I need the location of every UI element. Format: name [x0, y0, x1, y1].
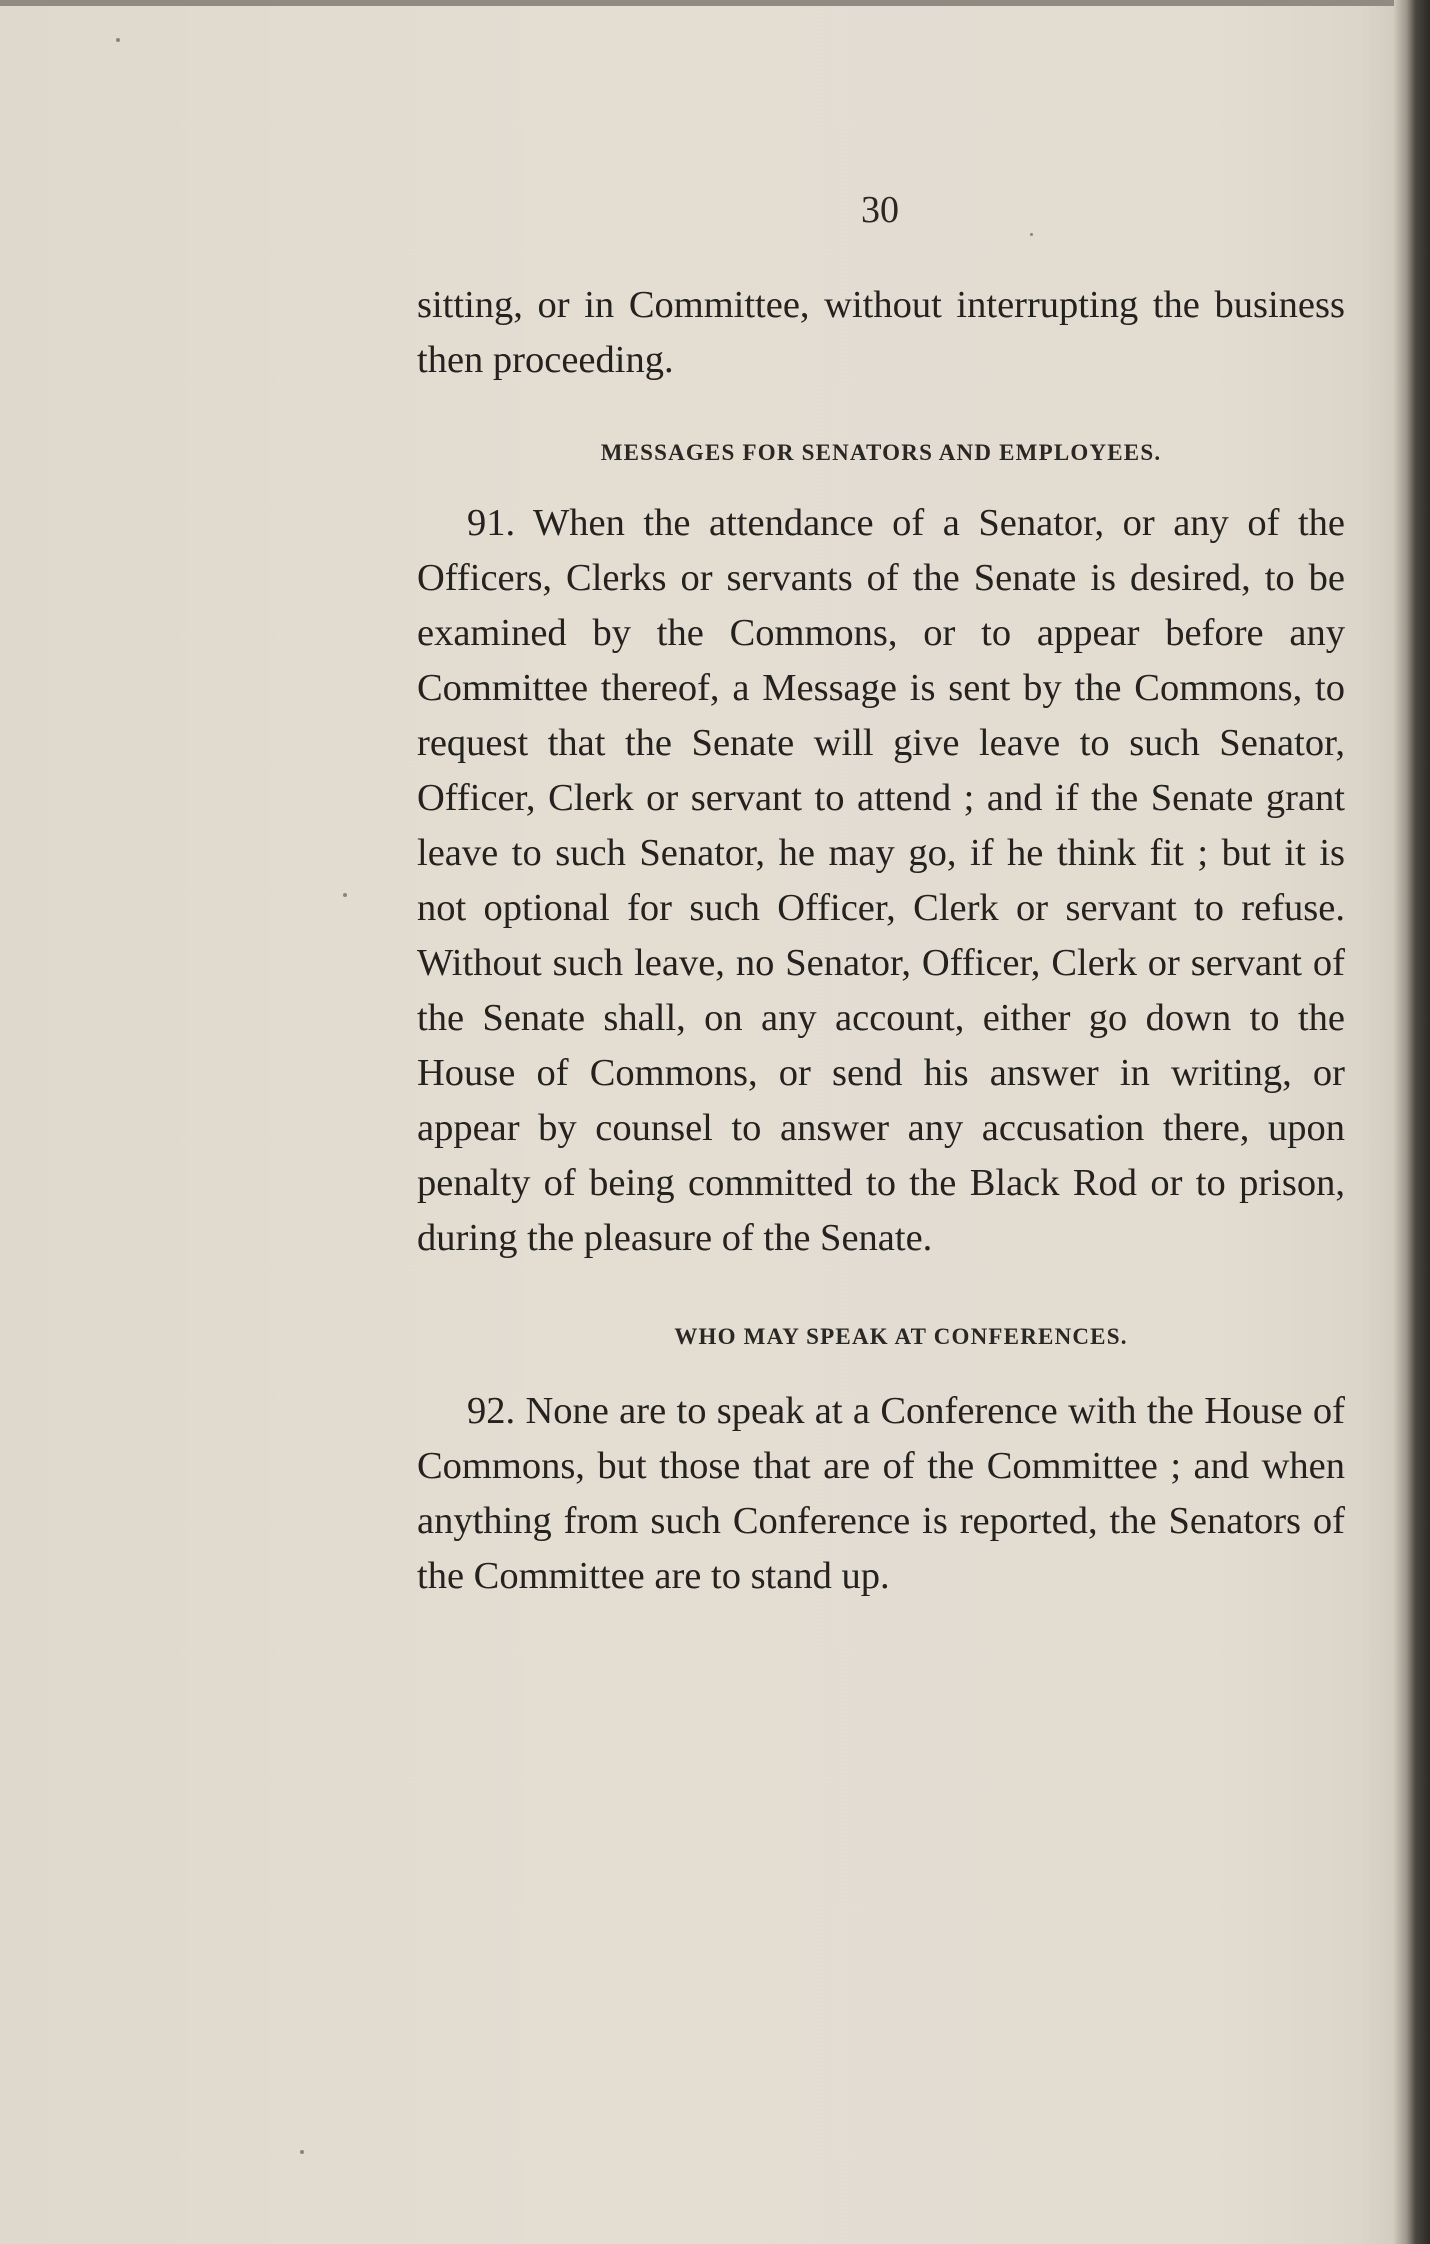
- page-number: 30: [861, 189, 899, 231]
- paragraph-91: 91. When the attendance of a Senator, or any of the Officers, Clerks or servants of the Senate is desired, to be examined by the Commons, or to appear before any Committee thereof, a Message is sent by the Commons, to request that the Senate will give leave to such Senator, Officer, Clerk or servant to attend ; and if the Senate grant leave to such Senator, he may go, if he think fit ; but it is not optional for such Officer, Clerk or servant to refuse. Without such leave, no Senator, Officer, Clerk or servant of the Senate shall, on any account, either go down to the House of Commons, or send his answer in writing, or appear by counsel to answer any accusation there, upon penalty of being committed to the Black Rod or to prison, during the pleasure of the Senate.: [417, 502, 1345, 1259]
- paper-speck: [343, 893, 347, 897]
- page-top-edge: [0, 0, 1430, 6]
- paper-speck: [1030, 233, 1033, 236]
- body-text: [417, 278, 1345, 1604]
- paragraph-92: 92. None are to speak at a Conference with the House of Commons, but those that are of the Committee ; and when anything from such Conference is reported, the Senators of the Committee are to stand up.: [417, 1390, 1345, 1597]
- paper-speck: [116, 38, 120, 42]
- continuation-paragraph: sitting, or in Committee, without interrupting the business then proceeding.: [417, 284, 1345, 381]
- paper-speck: [300, 2150, 304, 2154]
- book-spine: [1394, 0, 1430, 2244]
- section-heading-conferences: WHO MAY SPEAK AT CONFERENCES.: [674, 1324, 1128, 1349]
- section-heading-messages: MESSAGES FOR SENATORS AND EMPLOYEES.: [600, 440, 1162, 465]
